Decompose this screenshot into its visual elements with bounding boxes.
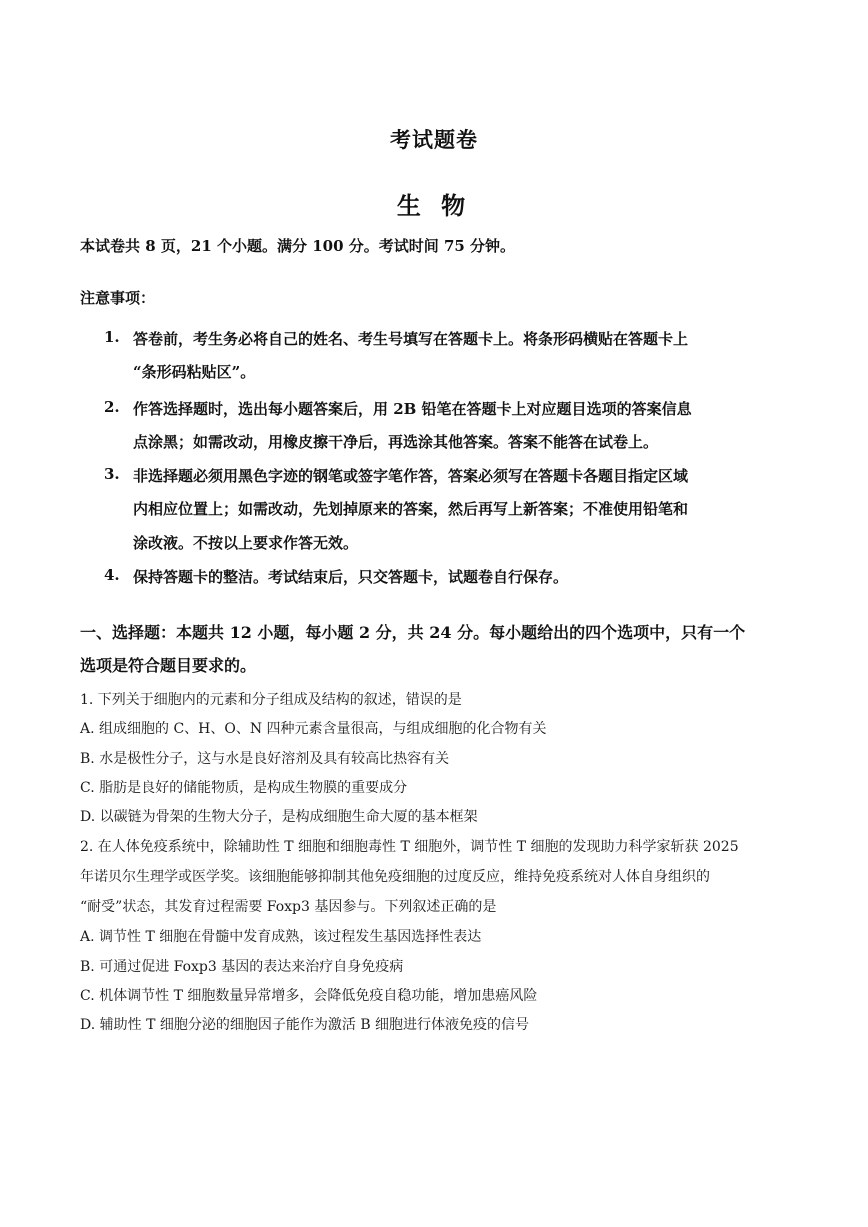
question-option: D. 辅助性 T 细胞分泌的细胞因子能作为激活 B 细胞进行体液免疫的信号 bbox=[80, 1017, 530, 1033]
question-stem: 年诺贝尔生理学或医学奖。该细胞能够抑制其他免疫细胞的过度反应，维持免疫系统对人体自身组织的 bbox=[80, 869, 710, 885]
note-number: 3. bbox=[104, 465, 120, 483]
section-heading: 选项是符合题目要求的。 bbox=[80, 656, 257, 675]
note-line: 涂改液。不按以上要求作答无效。 bbox=[133, 534, 359, 552]
note-line: 非选择题必须用黑色字迹的钢笔或签字笔作答，答案必须写在答题卡各题目指定区域 bbox=[133, 467, 689, 485]
question-option: B. 水是极性分子，这与水是良好溶剂及具有较高比热容有关 bbox=[80, 751, 450, 767]
question-option: A. 调节性 T 细胞在骨髓中发育成熟，该过程发生基因选择性表达 bbox=[80, 929, 482, 945]
note-line: 内相应位置上；如需改动，先划掉原来的答案，然后再写上新答案；不准使用铅笔和 bbox=[133, 500, 689, 518]
note-line: 点涂黑；如需改动，用橡皮擦干净后，再选涂其他答案。答案不能答在试卷上。 bbox=[133, 433, 659, 451]
question-stem: “耐受”状态，其发育过程需要 Foxp3 基因参与。下列叙述正确的是 bbox=[80, 899, 497, 915]
question-stem: 2. 在人体免疫系统中，除辅助性 T 细胞和细胞毒性 T 细胞外，调节性 T 细胞的发现助力科学家斩获 2025 bbox=[80, 839, 739, 855]
note-line: 答卷前，考生务必将自己的姓名、考生号填写在答题卡上。将条形码横贴在答题卡上 bbox=[133, 330, 689, 348]
section-heading: 一、选择题：本题共 12 小题，每小题 2 分，共 24 分。每小题给出的四个选项中，只有一个 bbox=[80, 623, 746, 642]
question-option: A. 组成细胞的 C、H、O、N 四种元素含量很高，与组成细胞的化合物有关 bbox=[80, 721, 547, 737]
question-stem: 1. 下列关于细胞内的元素和分子组成及结构的叙述，错误的是 bbox=[80, 692, 462, 708]
note-number: 1. bbox=[104, 328, 120, 346]
question-option: C. 脂肪是良好的储能物质，是构成生物膜的重要成分 bbox=[80, 780, 408, 796]
note-line: “条形码粘贴区”。 bbox=[133, 363, 256, 381]
notes-heading: 注意事项： bbox=[80, 289, 156, 307]
note-number: 4. bbox=[104, 566, 120, 584]
exam-intro: 本试卷共 8 页，21 个小题。满分 100 分。考试时间 75 分钟。 bbox=[80, 237, 516, 255]
exam-title: 考试题卷 bbox=[390, 127, 478, 152]
note-line: 保持答题卡的整洁。考试结束后，只交答题卡，试题卷自行保存。 bbox=[133, 568, 569, 586]
question-option: C. 机体调节性 T 细胞数量异常增多，会降低免疫自稳功能，增加患癌风险 bbox=[80, 988, 538, 1004]
note-line: 作答选择题时，选出每小题答案后，用 2B 铅笔在答题卡上对应题目选项的答案信息 bbox=[133, 400, 692, 418]
question-option: B. 可通过促进 Foxp3 基因的表达来治疗自身免疫病 bbox=[80, 959, 404, 975]
subject-title: 生 物 bbox=[396, 191, 472, 220]
note-number: 2. bbox=[104, 398, 120, 416]
question-option: D. 以碳链为骨架的生物大分子，是构成细胞生命大厦的基本框架 bbox=[80, 809, 478, 825]
